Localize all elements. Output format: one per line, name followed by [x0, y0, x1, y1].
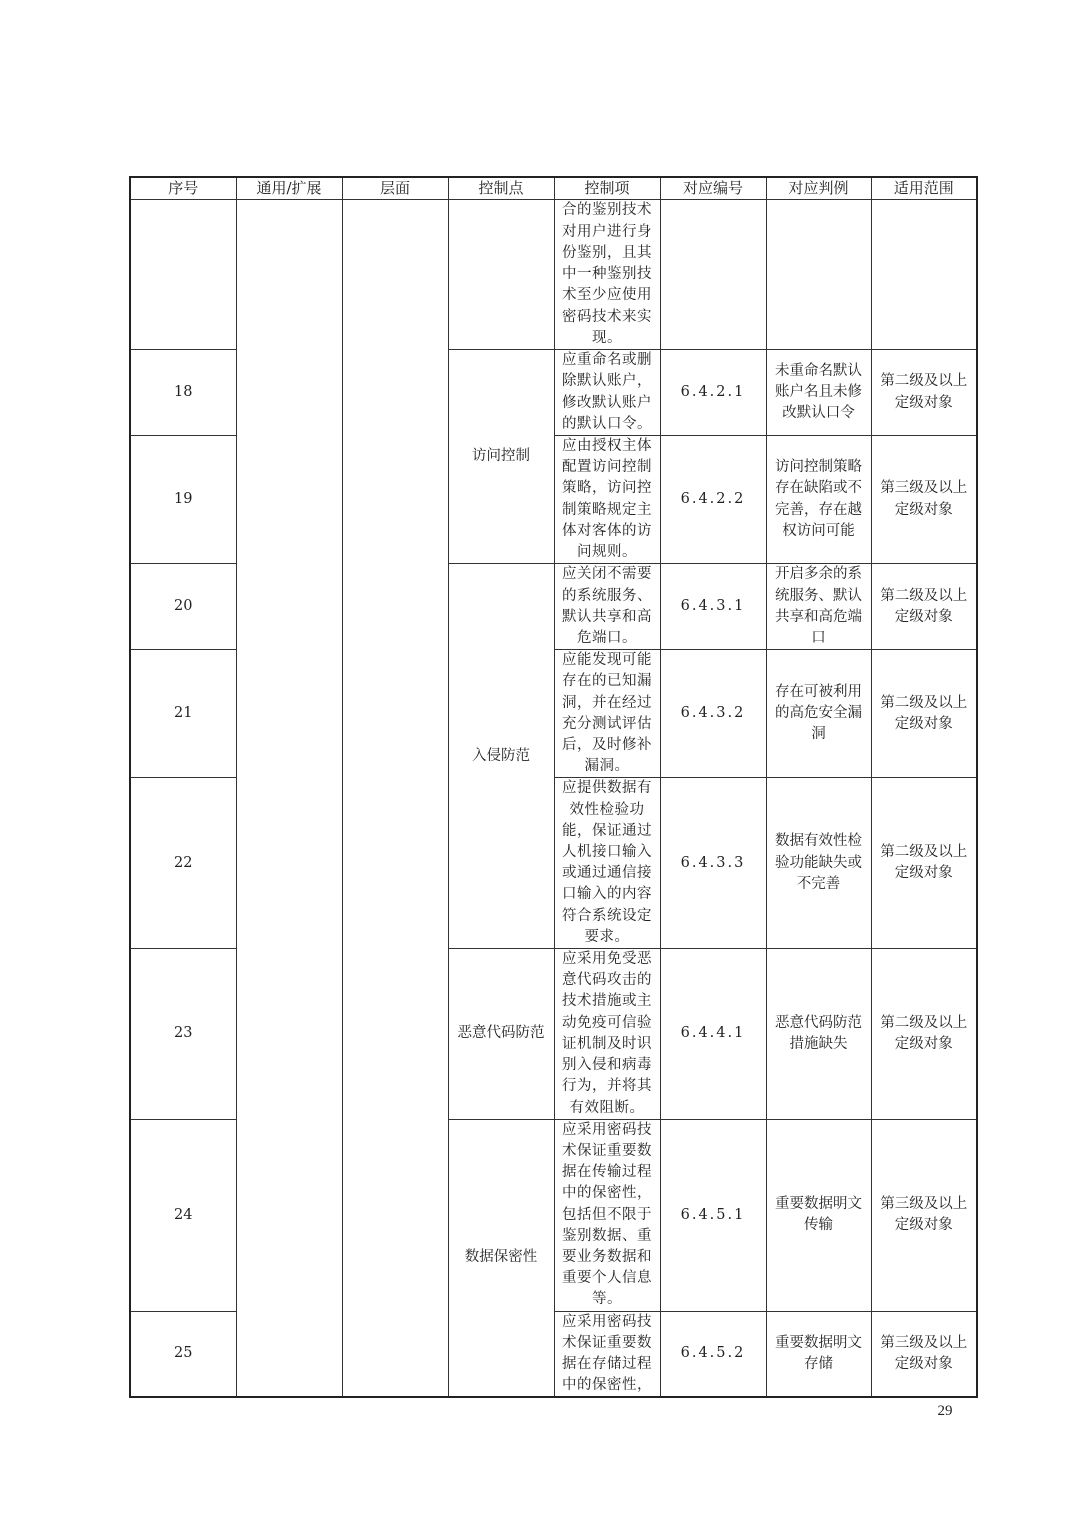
cell-no-empty — [130, 200, 236, 350]
cell-no: 19 — [130, 436, 236, 564]
cell-code: 6.4.5.2 — [660, 1311, 766, 1397]
cell-no: 25 — [130, 1311, 236, 1397]
cell-scope: 第三级及以上定级对象 — [871, 1119, 977, 1311]
header-general-extended: 通用/扩展 — [236, 177, 342, 200]
cell-no: 24 — [130, 1119, 236, 1311]
header-no: 序号 — [130, 177, 236, 200]
cell-general-extended-empty — [236, 200, 342, 1398]
cell-scope: 第二级及以上定级对象 — [871, 778, 977, 949]
cell-no: 20 — [130, 564, 236, 650]
cell-control-item: 应由授权主体配置访问控制策略，访问控制策略规定主体对客体的访问规则。 — [554, 436, 660, 564]
header-verdict: 对应判例 — [766, 177, 871, 200]
cell-verdict: 开启多余的系统服务、默认共享和高危端口 — [766, 564, 871, 650]
cell-control-point-intrusion: 入侵防范 — [448, 564, 554, 949]
cell-control-item: 应提供数据有效性检验功能，保证通过人机接口输入或通过通信接口输入的内容符合系统设定要求。 — [554, 778, 660, 949]
cell-control-item: 应采用密码技术保证重要数据在存储过程中的保密性， — [554, 1311, 660, 1397]
cell-verdict: 数据有效性检验功能缺失或不完善 — [766, 778, 871, 949]
cell-verdict-empty — [766, 200, 871, 350]
cell-control-item-continued: 合的鉴别技术对用户进行身份鉴别，且其中一种鉴别技术至少应使用密码技术来实现。 — [554, 200, 660, 350]
header-row — [130, 177, 977, 200]
cell-code: 6.4.2.2 — [660, 436, 766, 564]
header-scope: 适用范围 — [871, 177, 977, 200]
cell-control-point-confidentiality: 数据保密性 — [448, 1119, 554, 1397]
header-control-point: 控制点 — [448, 177, 554, 200]
cell-verdict: 存在可被利用的高危安全漏洞 — [766, 650, 871, 778]
header-code: 对应编号 — [660, 177, 766, 200]
cell-control-point-empty — [448, 200, 554, 350]
cell-no: 22 — [130, 778, 236, 949]
cell-no: 18 — [130, 350, 236, 436]
cell-scope: 第二级及以上定级对象 — [871, 350, 977, 436]
cell-code: 6.4.3.1 — [660, 564, 766, 650]
cell-code: 6.4.3.3 — [660, 778, 766, 949]
cell-code: 6.4.5.1 — [660, 1119, 766, 1311]
cell-code-empty — [660, 200, 766, 350]
cell-scope: 第三级及以上定级对象 — [871, 1311, 977, 1397]
cell-control-point-access: 访问控制 — [448, 350, 554, 564]
page-number: 29 — [937, 1403, 953, 1419]
cell-scope: 第二级及以上定级对象 — [871, 564, 977, 650]
table-row-continued — [130, 200, 977, 350]
cell-code: 6.4.3.2 — [660, 650, 766, 778]
cell-scope: 第三级及以上定级对象 — [871, 436, 977, 564]
cell-control-point-malicious-code: 恶意代码防范 — [448, 949, 554, 1120]
cell-verdict: 重要数据明文传输 — [766, 1119, 871, 1311]
cell-verdict: 未重命名默认账户名且未修改默认口令 — [766, 350, 871, 436]
cell-layer-empty — [342, 200, 448, 1398]
cell-code: 6.4.4.1 — [660, 949, 766, 1120]
cell-verdict: 恶意代码防范措施缺失 — [766, 949, 871, 1120]
cell-scope: 第二级及以上定级对象 — [871, 650, 977, 778]
cell-scope: 第二级及以上定级对象 — [871, 949, 977, 1120]
cell-control-item: 应采用免受恶意代码攻击的技术措施或主动免疫可信验证机制及时识别入侵和病毒行为，并将其有效阻断。 — [554, 949, 660, 1120]
header-layer: 层面 — [342, 177, 448, 200]
cell-verdict: 重要数据明文存储 — [766, 1311, 871, 1397]
cell-control-item: 应能发现可能存在的已知漏洞，并在经过充分测试评估后，及时修补漏洞。 — [554, 650, 660, 778]
cell-control-item: 应采用密码技术保证重要数据在传输过程中的保密性，包括但不限于鉴别数据、重要业务数据和重要个人信息等。 — [554, 1119, 660, 1311]
cell-code: 6.4.2.1 — [660, 350, 766, 436]
cell-no: 23 — [130, 949, 236, 1120]
cell-scope-empty — [871, 200, 977, 350]
cell-control-item: 应关闭不需要的系统服务、默认共享和高危端口。 — [554, 564, 660, 650]
cell-no: 21 — [130, 650, 236, 778]
cell-verdict: 访问控制策略存在缺陷或不完善，存在越权访问可能 — [766, 436, 871, 564]
header-control-item: 控制项 — [554, 177, 660, 200]
control-requirements-table — [129, 176, 978, 1398]
cell-control-item: 应重命名或删除默认账户，修改默认账户的默认口令。 — [554, 350, 660, 436]
